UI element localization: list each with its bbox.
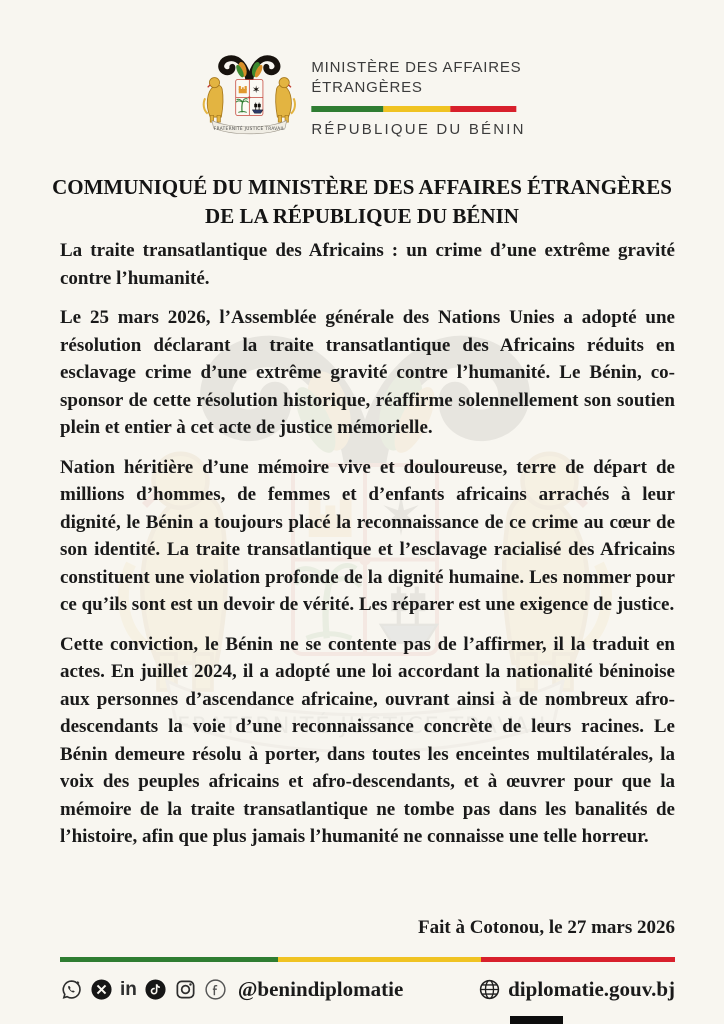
- bottom-cropped-black-bar: [510, 1016, 563, 1024]
- facebook-icon: [204, 978, 227, 1001]
- document-title: [0, 173, 724, 231]
- instagram-icon: [174, 978, 197, 1001]
- rule-yellow-segment: [278, 957, 481, 962]
- website-url: diplomatie.gouv.bj: [508, 976, 675, 1001]
- document-title-line1: COMMUNIQUÉ DU MINISTÈRE DES AFFAIRES ÉTRANGÈRES: [52, 175, 672, 199]
- social-handle: @benindiplomatie: [237, 976, 404, 1001]
- letterhead: [198, 54, 525, 141]
- tiktok-icon: [144, 978, 167, 1001]
- letterhead-text: [311, 54, 525, 138]
- rule-green-segment: [60, 957, 278, 962]
- ministry-name-line1: MINISTÈRE DES AFFAIRES: [311, 59, 522, 76]
- flag-red-segment: [451, 106, 517, 112]
- benin-flag-bar: [311, 106, 516, 112]
- globe-icon: [478, 978, 501, 1001]
- flag-yellow-segment: [383, 106, 451, 112]
- footer-flag-rule: [60, 957, 675, 962]
- paragraph-resolution: Le 25 mars 2026, l’Assemblée générale des Nations Unies a adopté une résolution déclarant la traite transatlantique des Africains réduits en esclavage crime d’une extrême gravité contre l’humanité. Le Bénin, co-sponsor de cette résolution historique, réaffirme solennellement son soutien plein et entier à cet acte de justice mémorielle.: [60, 307, 675, 438]
- paragraph-actions: Cette conviction, le Bénin ne se contente pas de l’affirmer, il la traduit en actes. En juillet 2024, il a adopté une loi accordant la nationalité béninoise aux personnes d’ascendance africaine, ouvrant ainsi à de nombreux afro-descendants la voie d’une reconnaissance concrète de leurs racines. Le Bénin demeure résolu à porter, dans toutes les enceintes multilatérales, la voix des peuples africains et afro-descendants, et à œuvrer pour que la mémoire de la traite transatlantique ne tombe pas dans les banalités de l’histoire, afin que plus jamais l’humanité ne connaisse une telle horreur.: [60, 633, 675, 847]
- dateline: Fait à Cotonou, le 27 mars 2026: [417, 917, 675, 938]
- linkedin-icon: in: [120, 978, 137, 1000]
- paragraph-intro: La traite transatlantique des Africains : un crime d’une extrême gravité contre l’humanité.: [60, 240, 675, 289]
- rule-red-segment: [481, 957, 675, 962]
- whatsapp-icon: [60, 978, 83, 1001]
- republic-name: RÉPUBLIQUE DU BÉNIN: [311, 121, 526, 138]
- benin-coat-of-arms-logo: [198, 54, 300, 141]
- footer-social-row: [60, 972, 675, 1006]
- x-twitter-icon: [90, 978, 113, 1001]
- flag-green-segment: [311, 106, 383, 112]
- document-body: [60, 237, 675, 863]
- paragraph-memory: Nation héritière d’une mémoire vive et douloureuse, terre de départ de millions d’hommes, de femmes et d’enfants africains arrachés à leur dignité, le Bénin a toujours placé la reconnaissance de ce crime au cœur de son identité. La traite transatlantique et l’esclavage racialisé des Africains constituent une violation profonde de la dignité humaine. Les nommer pour ce qu’ils sont est un devoir de vérité. Les réparer est une exigence de justice.: [60, 456, 675, 615]
- document-title-line2: DE LA RÉPUBLIQUE DU BÉNIN: [205, 204, 519, 228]
- ministry-name-line2: ÉTRANGÈRES: [311, 79, 423, 96]
